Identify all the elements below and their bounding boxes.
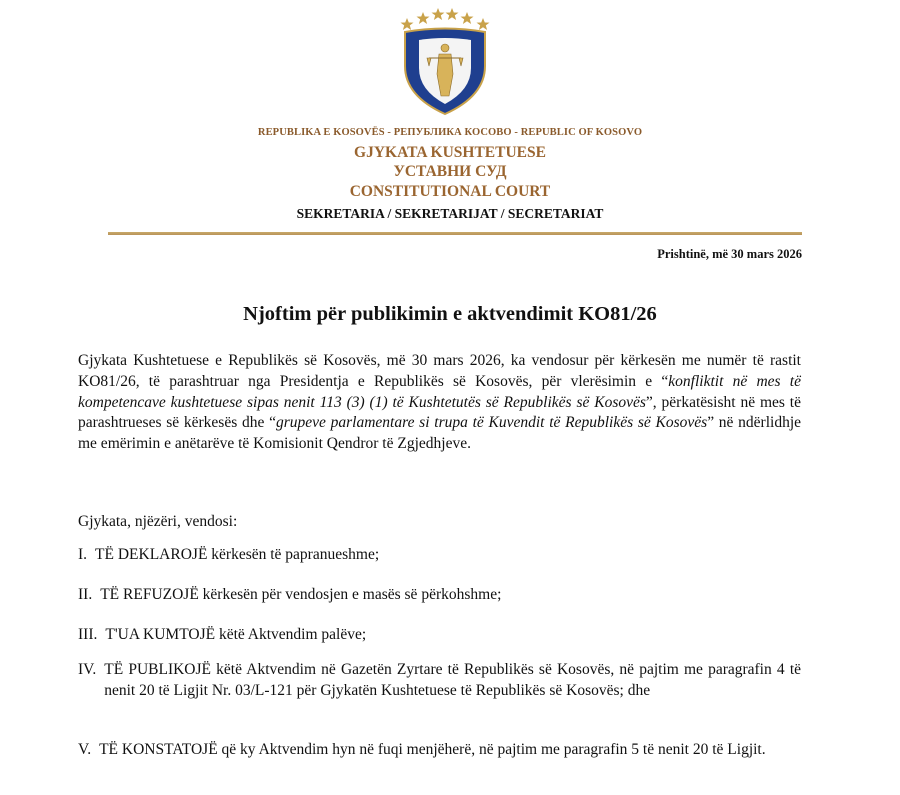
- secretariat-line: SEKRETARIA / SEKRETARIJAT / SECRETARIAT: [296, 206, 604, 221]
- republic-line: REPUBLIKA E KOSOVËS - РЕПУБЛИКА КОСОВО - REPUBLIC OF KOSOVO: [257, 127, 643, 138]
- decision-text: TË KONSTATOJË që ky Aktvendim hyn në fuqi menjëherë, në pajtim me paragrafin 5 të nenit 20 të Ligjit.: [99, 741, 766, 758]
- header-divider: [108, 232, 802, 235]
- decision-number: I.: [78, 546, 88, 563]
- decision-number: IV.: [78, 661, 97, 678]
- decision-item: [78, 660, 801, 702]
- decision-item: [78, 585, 801, 606]
- decision-item: [78, 545, 801, 566]
- constitutional-court-emblem: [399, 4, 491, 116]
- decision-text: TË DEKLAROJË kërkesën të papranueshme;: [95, 546, 380, 563]
- court-name-albanian: GJYKATA KUSHTETUESE: [354, 144, 546, 161]
- intro-quote-1: konfliktit në mes të kompetencave kushtetuese sipas nenit 113 (3) (1) të Kushtetutës së Republikës së Kosovës: [78, 372, 801, 411]
- decision-number: V.: [78, 741, 92, 758]
- page-title: Njoftim për publikimin e aktvendimit KO81/26: [243, 303, 657, 325]
- intro-quote-2: grupeve parlamentare si trupa të Kuvendit të Republikës së Kosovës: [275, 414, 708, 432]
- intro-text-1: Gjykata Kushtetuese e Republikës së Kosovës, më 30 mars 2026, ka vendosur për kërkesën me numër të rastit KO81/26, të parashtruar nga Presidentja e Republikës së Kosovës, për vlerësimin e “: [78, 352, 801, 390]
- decision-text: TË REFUZOJË kërkesën për vendosjen e masës së përkohshme;: [100, 586, 502, 603]
- decision-item: [78, 740, 801, 761]
- decision-number: III.: [78, 626, 98, 643]
- intro-text-3: ” në ndërlidhje me emërimin e anëtarëve të Komisionit Qendror të Zgjedhjeve.: [78, 414, 802, 453]
- court-name-english: CONSTITUTIONAL COURT: [349, 183, 551, 200]
- intro-text-2: ”, përkatësisht në mes të parashtrueses së kërkesës dhe “: [78, 393, 801, 432]
- emblem-stars: [401, 8, 490, 30]
- decision-text: TË PUBLIKOJË këtë Aktvendim në Gazetën Zyrtare të Republikës së Kosovës, në pajtim me paragrafin 4 të nenit 20 të Ligjit Nr. 03/L-121 për Gjykatën Kushtetuese të Republikës së Kosovës; dhe: [104, 661, 801, 699]
- decision-item: [78, 625, 801, 646]
- decision-number: II.: [78, 586, 93, 603]
- intro-paragraph: [78, 351, 801, 455]
- date-line: Prishtinë, më 30 mars 2026: [657, 247, 802, 261]
- decision-text: T'UA KUMTOJË këtë Aktvendim palëve;: [105, 626, 367, 643]
- decision-lead: Gjykata, njëzëri, vendosi:: [78, 513, 238, 530]
- court-name-serbian: УСТАВНИ СУД: [393, 163, 507, 180]
